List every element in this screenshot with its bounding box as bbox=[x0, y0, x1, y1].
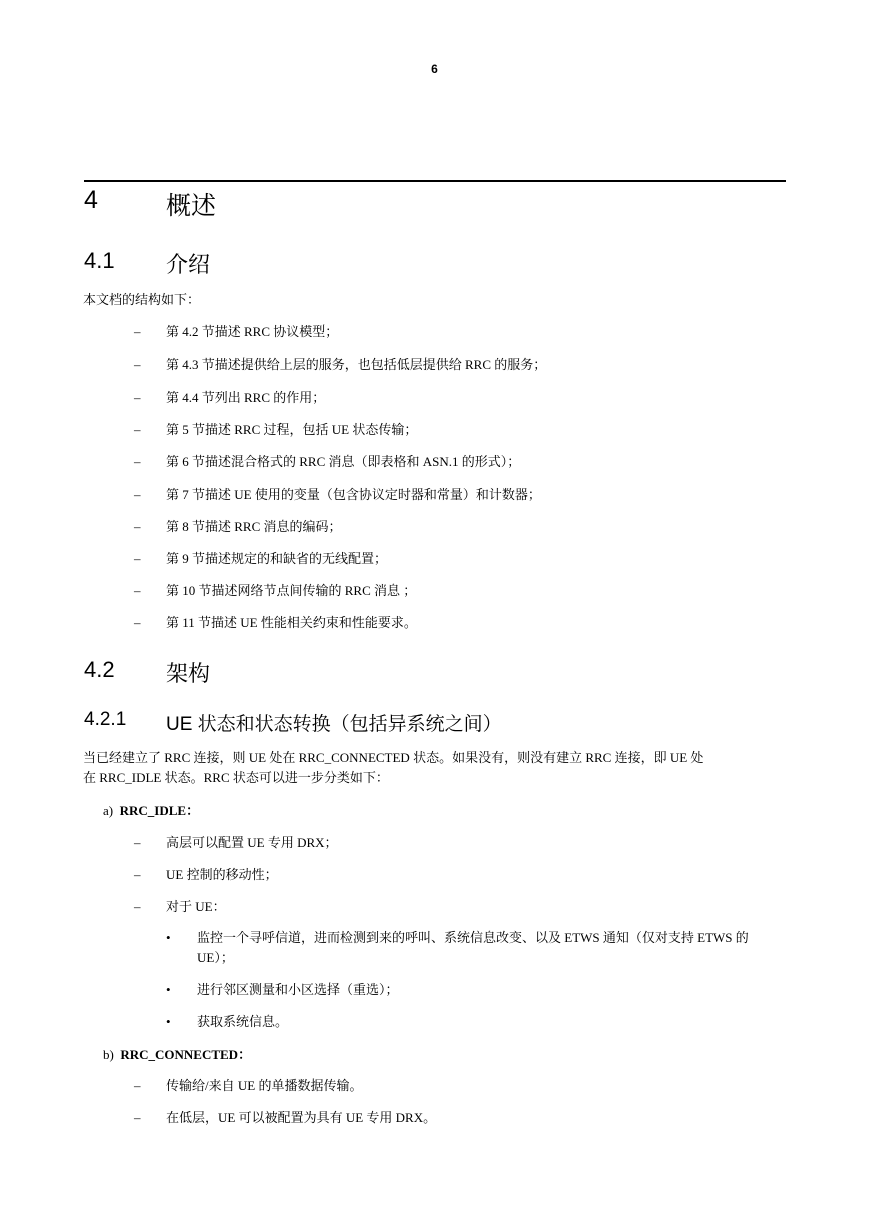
dash-marker: – bbox=[134, 867, 141, 882]
list-item bbox=[0, 549, 869, 569]
dash-marker: – bbox=[134, 899, 141, 914]
list-item-text: 在低层，UE 可以被配置为具有 UE 专用 DRX。 bbox=[166, 1110, 437, 1125]
list-item bbox=[0, 355, 869, 375]
list-item-text: 第 5 节描述 RRC 过程，包括 UE 状态传输； bbox=[166, 422, 418, 437]
sub-list-item-text: 监控一个寻呼信道，进而检测到来的呼叫、系统信息改变、以及 ETWS 通知（仅对支持 ETWS 的 UE）； bbox=[197, 930, 749, 965]
dash-marker: – bbox=[134, 454, 141, 469]
state-label: RRC_CONNECTED： bbox=[120, 1047, 252, 1062]
state-label: RRC_IDLE： bbox=[119, 803, 200, 818]
list-item bbox=[0, 1076, 869, 1096]
heading-section-4-2-1 bbox=[84, 709, 734, 735]
dash-marker: – bbox=[134, 422, 141, 437]
list-item bbox=[0, 581, 869, 601]
list-item bbox=[0, 322, 869, 342]
bullet-marker: • bbox=[166, 930, 171, 945]
sub-list-item-text: 获取系统信息。 bbox=[197, 1014, 289, 1029]
list-item-text: 第 4.4 节列出 RRC 的作用； bbox=[166, 390, 326, 405]
page-number: 6 bbox=[431, 62, 438, 76]
sub-list-item-text: 进行邻区测量和小区选择（重选）； bbox=[197, 982, 399, 997]
list-item-text: 第 8 节描述 RRC 消息的编码； bbox=[166, 519, 342, 534]
heading-title: 介绍 bbox=[166, 252, 211, 277]
list-item bbox=[0, 420, 869, 440]
state-rrc-connected bbox=[103, 1045, 251, 1065]
paragraph-line: 在 RRC_IDLE 状态。RRC 状态可以进一步分类如下： bbox=[83, 770, 389, 785]
heading-section-4-2 bbox=[84, 657, 684, 687]
list-item bbox=[0, 388, 869, 408]
list-item-text: 第 4.3 节描述提供给上层的服务，也包括低层提供给 RRC 的服务； bbox=[166, 357, 547, 372]
list-item bbox=[0, 1108, 869, 1128]
state-rrc-idle bbox=[103, 801, 199, 821]
heading-section-4 bbox=[84, 186, 684, 220]
list-item-text: 第 7 节描述 UE 使用的变量（包含协议定时器和常量）和计数器； bbox=[166, 487, 541, 502]
dash-marker: – bbox=[134, 357, 141, 372]
list-item-text: 第 11 节描述 UE 性能相关约束和性能要求。 bbox=[166, 615, 417, 630]
heading-section-4-1 bbox=[84, 248, 684, 278]
list-marker: b) bbox=[103, 1047, 114, 1062]
list-item bbox=[0, 517, 869, 537]
list-item-text: 高层可以配置 UE 专用 DRX； bbox=[166, 835, 338, 850]
list-marker: a) bbox=[103, 803, 114, 818]
list-item bbox=[0, 485, 869, 505]
bullet-marker: • bbox=[166, 1014, 171, 1029]
heading-number: 4.1 bbox=[84, 248, 115, 273]
dash-marker: – bbox=[134, 390, 141, 405]
list-item bbox=[0, 865, 869, 885]
dash-marker: – bbox=[134, 487, 141, 502]
heading-title: 概述 bbox=[166, 192, 217, 220]
sub-list-item bbox=[0, 928, 869, 968]
list-item bbox=[0, 452, 869, 472]
list-item bbox=[0, 833, 869, 853]
heading-number: 4.2 bbox=[84, 657, 115, 682]
dash-marker: – bbox=[134, 519, 141, 534]
dash-marker: – bbox=[134, 551, 141, 566]
dash-marker: – bbox=[134, 835, 141, 850]
sub-list-item bbox=[0, 980, 869, 1000]
list-item-text: 第 6 节描述混合格式的 RRC 消息（即表格和 ASN.1 的形式）； bbox=[166, 454, 521, 469]
dash-marker: – bbox=[134, 324, 141, 339]
dash-marker: – bbox=[134, 1078, 141, 1093]
list-item-text: 传输给/来自 UE 的单播数据传输。 bbox=[166, 1078, 363, 1093]
intro-paragraph: 本文档的结构如下： bbox=[83, 292, 201, 307]
bullet-marker: • bbox=[166, 982, 171, 997]
dash-marker: – bbox=[134, 583, 141, 598]
list-item-text: 第 10 节描述网络节点间传输的 RRC 消息 ； bbox=[166, 583, 417, 598]
dash-marker: – bbox=[134, 615, 141, 630]
list-item-text: 对于 UE： bbox=[166, 899, 226, 914]
list-item-text: 第 9 节描述规定的和缺省的无线配置； bbox=[166, 551, 388, 566]
section-divider bbox=[84, 180, 786, 182]
paragraph-line: 当已经建立了 RRC 连接，则 UE 处在 RRC_CONNECTED 状态。如果没有，则没有建立 RRC 连接，即 UE 处 bbox=[83, 750, 704, 765]
heading-number: 4.2.1 bbox=[84, 709, 127, 730]
heading-title: UE 状态和状态转换（包括异系统之间） bbox=[166, 714, 502, 735]
dash-marker: – bbox=[134, 1110, 141, 1125]
sub-list-item bbox=[0, 1012, 869, 1032]
list-item-text: 第 4.2 节描述 RRC 协议模型； bbox=[166, 324, 339, 339]
list-item bbox=[0, 613, 869, 633]
state-paragraph bbox=[83, 748, 783, 788]
heading-number: 4 bbox=[84, 186, 98, 214]
list-item-text: UE 控制的移动性； bbox=[166, 867, 278, 882]
list-item bbox=[0, 897, 869, 917]
heading-title: 架构 bbox=[166, 661, 211, 686]
